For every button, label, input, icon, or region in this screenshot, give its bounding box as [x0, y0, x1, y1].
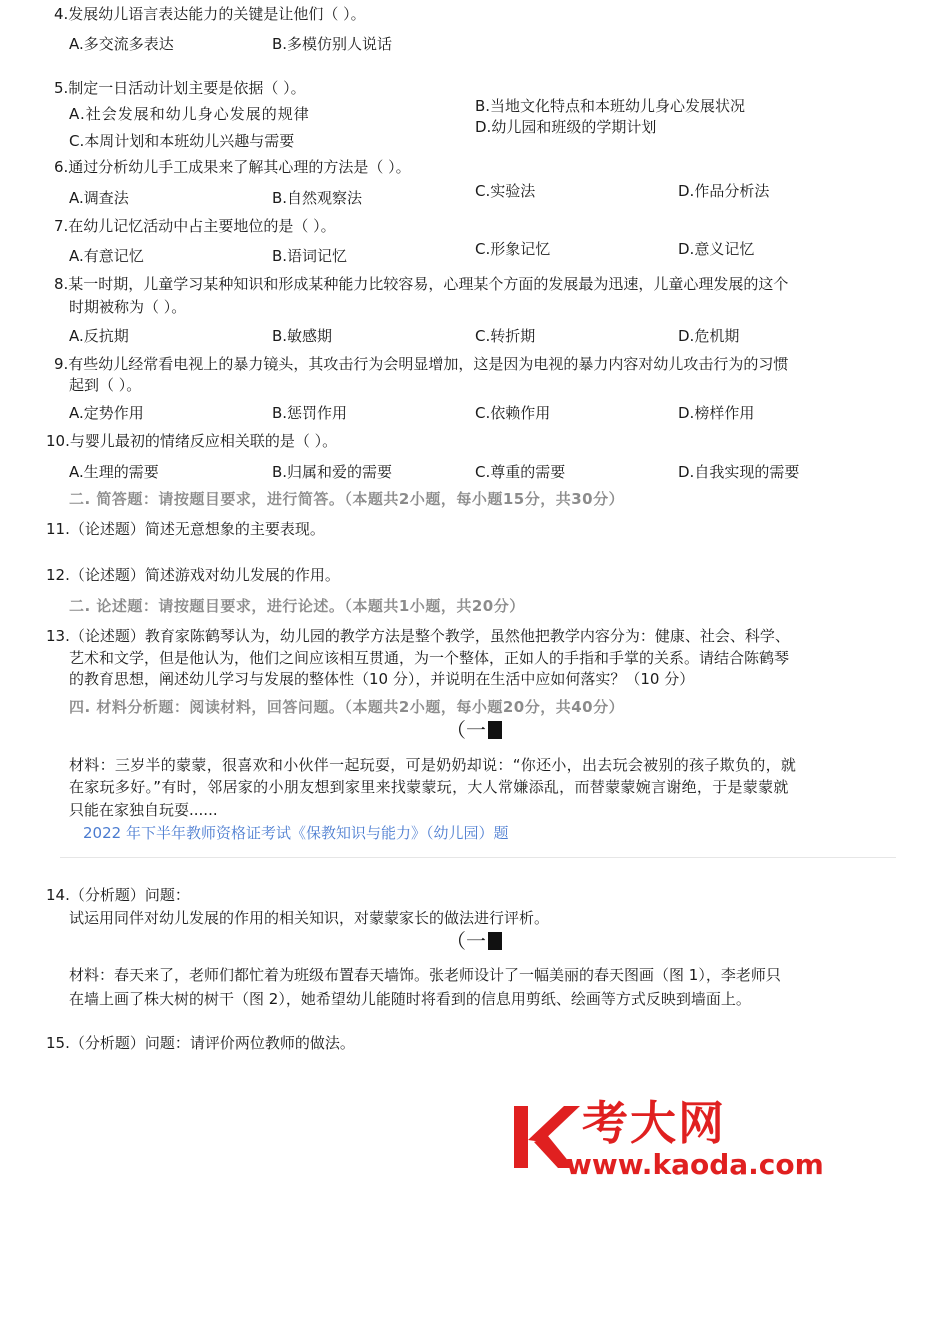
- q9-option-b: B.惩罚作用: [272, 404, 348, 422]
- q7-stem: 7.在幼儿记忆活动中占主要地位的是（ ）。: [54, 217, 336, 235]
- q14-line2: 试运用同伴对幼儿发展的作用的相关知识，对蒙蒙家长的做法进行评析。: [69, 909, 550, 927]
- section-heading-material-analysis: 四. 材料分析题：阅读材料，回答问题。（本题共2小题，每小题20分，共40分）: [69, 698, 625, 716]
- q9-option-a: A.定势作用: [69, 404, 144, 422]
- divider: [60, 857, 896, 858]
- q8-option-c: C.转折期: [475, 327, 536, 345]
- q9-option-c: C.依赖作用: [475, 404, 551, 422]
- q8-stem-line2: 时期被称为（ ）。: [69, 298, 187, 316]
- q15-text: 15.（分析题）问题：请评价两位教师的做法。: [46, 1034, 355, 1052]
- q9-option-d: D.榜样作用: [678, 404, 755, 422]
- q5-stem: 5.制定一日活动计划主要是依据（ ）。: [54, 79, 306, 97]
- material-marker-1-text: （一: [446, 718, 486, 742]
- q12-text: 12.（论述题）简述游戏对幼儿发展的作用。: [46, 566, 340, 584]
- q8-option-a: A.反抗期: [69, 327, 129, 345]
- material1-line3: 只能在家独自玩耍......: [69, 801, 218, 819]
- q5-option-b: B.当地文化特点和本班幼儿身心发展状况: [475, 97, 746, 115]
- q14-line1: 14.（分析题）问题：: [46, 886, 190, 904]
- q13-line2: 艺术和文学，但是他认为，他们之间应该相互贯通，为一个整体，正如人的手指和手掌的关系。请结合陈鹤琴: [69, 649, 790, 667]
- q5-option-d: D.幼儿园和班级的学期计划: [475, 118, 657, 136]
- kaoda-logo: [512, 1096, 842, 1186]
- redaction-block: [488, 721, 502, 739]
- material2-line1: 材料：春天来了，老师们都忙着为班级布置春天墙饰。张老师设计了一幅美丽的春天图画（图 1），李老师只: [69, 966, 781, 984]
- material-marker-2-text: （一: [446, 929, 486, 953]
- q4-option-b: B.多模仿别人说话: [272, 35, 393, 53]
- q6-option-b: B.自然观察法: [272, 189, 363, 207]
- q5-option-a: A.社会发展和幼儿身心发展的规律: [69, 105, 310, 123]
- q10-option-c: C.尊重的需要: [475, 463, 566, 481]
- q10-option-b: B.归属和爱的需要: [272, 463, 393, 481]
- material-marker-1: [446, 720, 502, 742]
- q7-option-d: D.意义记忆: [678, 240, 755, 258]
- q6-option-c: C.实验法: [475, 182, 536, 200]
- q8-option-d: D.危机期: [678, 327, 740, 345]
- q10-option-a: A.生理的需要: [69, 463, 159, 481]
- section-heading-short-answer: 二. 简答题：请按题目要求，进行简答。（本题共2小题，每小题15分，共30分）: [69, 490, 625, 508]
- logo-url: www.kaoda.com: [566, 1148, 824, 1181]
- redaction-block: [488, 932, 502, 950]
- material1-line1: 材料：三岁半的蒙蒙，很喜欢和小伙伴一起玩耍，可是奶奶却说：“你还小，出去玩会被别的孩子欺负的，就: [69, 756, 797, 774]
- q6-option-d: D.作品分析法: [678, 182, 770, 200]
- material-marker-2: [446, 931, 502, 953]
- q11-text: 11.（论述题）简述无意想象的主要表现。: [46, 520, 325, 538]
- section-heading-essay: 二. 论述题：请按题目要求，进行论述。（本题共1小题，共20分）: [69, 597, 525, 615]
- q13-line3: 的教育思想，阐述幼儿学习与发展的整体性（10 分），并说明在生活中应如何落实？（10 分）: [69, 670, 695, 688]
- q4-option-a: A.多交流多表达: [69, 35, 174, 53]
- q8-stem-line1: 8.某一时期，儿童学习某种知识和形成某种能力比较容易，心理某个方面的发展最为迅速，儿童心理发展的这个: [54, 275, 789, 293]
- exam-title-link[interactable]: 2022 年下半年教师资格证考试《保教知识与能力》（幼儿园）题: [83, 824, 509, 842]
- q10-option-d: D.自我实现的需要: [678, 463, 800, 481]
- q8-option-b: B.敏感期: [272, 327, 333, 345]
- q6-option-a: A.调查法: [69, 189, 129, 207]
- material2-line2: 在墙上画了株大树的树干（图 2），她希望幼儿能随时将看到的信息用剪纸、绘画等方式反映到墙面上。: [69, 990, 751, 1008]
- q7-option-a: A.有意记忆: [69, 247, 144, 265]
- q5-option-c: C.本周计划和本班幼儿兴趣与需要: [69, 132, 295, 150]
- q13-line1: 13.（论述题）教育家陈鹤琴认为，幼儿园的教学方法是整个教学，虽然他把教学内容分为：健康、社会、科学、: [46, 627, 790, 645]
- q6-stem: 6.通过分析幼儿手工成果来了解其心理的方法是（ ）。: [54, 158, 411, 176]
- q7-option-b: B.语词记忆: [272, 247, 348, 265]
- material1-line2: 在家玩多好。”有时，邻居家的小朋友想到家里来找蒙蒙玩，大人常嫌添乱，而替蒙蒙婉言谢绝，于是蒙蒙就: [69, 778, 789, 796]
- q9-stem-line1: 9.有些幼儿经常看电视上的暴力镜头，其攻击行为会明显增加，这是因为电视的暴力内容对幼儿攻击行为的习惯: [54, 355, 789, 373]
- q7-option-c: C.形象记忆: [475, 240, 551, 258]
- q4-stem: 4.发展幼儿语言表达能力的关键是让他们（ ）。: [54, 5, 366, 23]
- q9-stem-line2: 起到（ ）。: [69, 376, 142, 394]
- q10-stem: 10.与婴儿最初的情绪反应相关联的是（ ）。: [46, 432, 338, 450]
- logo-chinese-name: 考大网: [582, 1096, 726, 1150]
